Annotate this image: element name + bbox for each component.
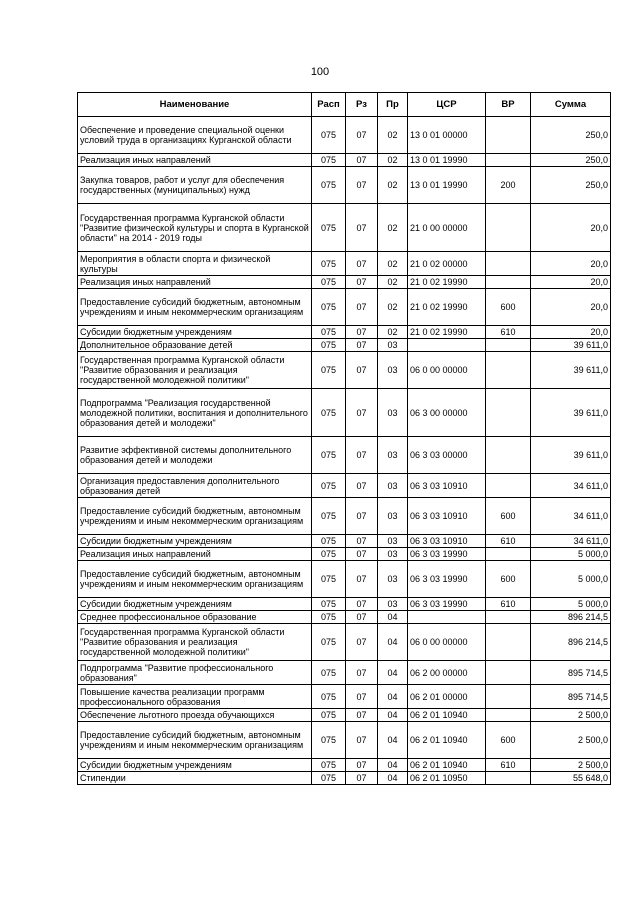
cell-rz: 07 (346, 474, 378, 498)
cell-pr: 03 (378, 598, 408, 611)
cell-csr: 06 3 03 10910 (408, 474, 486, 498)
cell-rasp: 075 (312, 611, 346, 624)
cell-rasp: 075 (312, 252, 346, 276)
table-row (78, 624, 611, 661)
cell-pr: 02 (378, 276, 408, 289)
cell-sum: 896 214,5 (531, 611, 611, 624)
cell-csr: 13 0 01 00000 (408, 117, 486, 154)
table-row (78, 276, 611, 289)
cell-name: Подпрограмма "Реализация государственной молодежной политики, воспитания и дополнительного образования детей и молодежи" (78, 389, 312, 437)
cell-rasp: 075 (312, 289, 346, 326)
cell-sum: 895 714,5 (531, 685, 611, 709)
cell-sum: 34 611,0 (531, 535, 611, 548)
table-row (78, 326, 611, 339)
cell-rz: 07 (346, 117, 378, 154)
cell-rz: 07 (346, 598, 378, 611)
table-row (78, 561, 611, 598)
cell-rz: 07 (346, 548, 378, 561)
cell-sum: 39 611,0 (531, 389, 611, 437)
cell-name: Мероприятия в области спорта и физической культуры (78, 252, 312, 276)
cell-csr: 06 2 01 10950 (408, 772, 486, 785)
cell-rz: 07 (346, 685, 378, 709)
cell-sum: 20,0 (531, 276, 611, 289)
header-pr: Пр (378, 93, 408, 117)
cell-pr: 02 (378, 117, 408, 154)
cell-pr: 04 (378, 772, 408, 785)
cell-rasp: 075 (312, 154, 346, 167)
table-row (78, 352, 611, 389)
cell-rz: 07 (346, 352, 378, 389)
cell-rasp: 075 (312, 167, 346, 204)
cell-rz: 07 (346, 498, 378, 535)
cell-rz: 07 (346, 252, 378, 276)
cell-vr (486, 389, 531, 437)
cell-vr (486, 772, 531, 785)
cell-rasp: 075 (312, 685, 346, 709)
cell-vr (486, 611, 531, 624)
cell-name: Субсидии бюджетным учреждениям (78, 326, 312, 339)
cell-sum: 2 500,0 (531, 722, 611, 759)
cell-pr: 04 (378, 624, 408, 661)
cell-vr (486, 339, 531, 352)
table-row (78, 289, 611, 326)
table-row (78, 339, 611, 352)
cell-name: Реализация иных направлений (78, 548, 312, 561)
budget-table (77, 92, 611, 785)
cell-rasp: 075 (312, 389, 346, 437)
table-row (78, 535, 611, 548)
cell-name: Предоставление субсидий бюджетным, автономным учреждениям и иным некоммерческим организациям (78, 289, 312, 326)
header-row (78, 93, 611, 117)
cell-csr: 06 3 03 10910 (408, 498, 486, 535)
cell-name: Субсидии бюджетным учреждениям (78, 535, 312, 548)
cell-csr (408, 339, 486, 352)
table-row (78, 437, 611, 474)
cell-csr: 06 2 01 10940 (408, 722, 486, 759)
table-row (78, 389, 611, 437)
cell-vr (486, 661, 531, 685)
cell-csr: 21 0 00 00000 (408, 204, 486, 252)
cell-name: Стипендии (78, 772, 312, 785)
cell-rz: 07 (346, 624, 378, 661)
cell-csr: 06 2 00 00000 (408, 661, 486, 685)
cell-rasp: 075 (312, 352, 346, 389)
cell-name: Предоставление субсидий бюджетным, автономным учреждениям и иным некоммерческим организациям (78, 722, 312, 759)
cell-sum: 5 000,0 (531, 548, 611, 561)
cell-sum: 5 000,0 (531, 598, 611, 611)
cell-rz: 07 (346, 326, 378, 339)
cell-pr: 04 (378, 611, 408, 624)
cell-rz: 07 (346, 154, 378, 167)
cell-vr: 610 (486, 535, 531, 548)
cell-pr: 02 (378, 204, 408, 252)
table-row (78, 474, 611, 498)
cell-csr: 06 3 03 00000 (408, 437, 486, 474)
cell-rasp: 075 (312, 561, 346, 598)
cell-pr: 02 (378, 289, 408, 326)
cell-csr: 06 3 03 19990 (408, 561, 486, 598)
cell-pr: 03 (378, 437, 408, 474)
cell-pr: 03 (378, 561, 408, 598)
table-row (78, 709, 611, 722)
cell-sum: 250,0 (531, 167, 611, 204)
cell-name: Государственная программа Курганской области "Развитие образования и реализация государственной молодежной политики" (78, 352, 312, 389)
table-row (78, 204, 611, 252)
header-vr: ВР (486, 93, 531, 117)
cell-vr (486, 252, 531, 276)
cell-name: Субсидии бюджетным учреждениям (78, 759, 312, 772)
cell-vr (486, 474, 531, 498)
cell-rasp: 075 (312, 204, 346, 252)
cell-rz: 07 (346, 759, 378, 772)
cell-vr: 600 (486, 289, 531, 326)
cell-pr: 04 (378, 759, 408, 772)
cell-name: Закупка товаров, работ и услуг для обеспечения государственных (муниципальных) нужд (78, 167, 312, 204)
header-rz: Рз (346, 93, 378, 117)
cell-rz: 07 (346, 339, 378, 352)
cell-sum: 895 714,5 (531, 661, 611, 685)
cell-name: Реализация иных направлений (78, 154, 312, 167)
cell-rasp: 075 (312, 709, 346, 722)
cell-pr: 02 (378, 167, 408, 204)
cell-rz: 07 (346, 772, 378, 785)
cell-vr (486, 548, 531, 561)
cell-pr: 02 (378, 252, 408, 276)
cell-sum: 2 500,0 (531, 709, 611, 722)
cell-vr: 600 (486, 498, 531, 535)
cell-sum: 39 611,0 (531, 339, 611, 352)
table-row (78, 598, 611, 611)
table-row (78, 498, 611, 535)
cell-rasp: 075 (312, 624, 346, 661)
cell-rasp: 075 (312, 598, 346, 611)
cell-csr: 21 0 02 00000 (408, 252, 486, 276)
cell-csr: 13 0 01 19990 (408, 154, 486, 167)
cell-name: Обеспечение льготного проезда обучающихся (78, 709, 312, 722)
cell-pr: 04 (378, 661, 408, 685)
cell-rz: 07 (346, 167, 378, 204)
cell-sum: 34 611,0 (531, 474, 611, 498)
header-rasp: Расп (312, 93, 346, 117)
cell-sum: 5 000,0 (531, 561, 611, 598)
cell-vr: 200 (486, 167, 531, 204)
cell-pr: 03 (378, 498, 408, 535)
cell-sum: 39 611,0 (531, 352, 611, 389)
cell-pr: 03 (378, 352, 408, 389)
cell-vr (486, 709, 531, 722)
cell-vr (486, 154, 531, 167)
table-row (78, 722, 611, 759)
cell-rz: 07 (346, 535, 378, 548)
cell-rasp: 075 (312, 759, 346, 772)
page-number: 100 (310, 66, 330, 78)
table-row (78, 759, 611, 772)
cell-csr: 06 3 03 19990 (408, 548, 486, 561)
cell-rz: 07 (346, 389, 378, 437)
cell-pr: 03 (378, 535, 408, 548)
cell-name: Предоставление субсидий бюджетным, автономным учреждениям и иным некоммерческим организациям (78, 498, 312, 535)
cell-pr: 04 (378, 722, 408, 759)
table-row (78, 772, 611, 785)
cell-pr: 04 (378, 709, 408, 722)
table-row (78, 167, 611, 204)
cell-rz: 07 (346, 561, 378, 598)
cell-name: Дополнительное образование детей (78, 339, 312, 352)
cell-csr: 06 2 01 10940 (408, 759, 486, 772)
cell-vr (486, 204, 531, 252)
cell-rz: 07 (346, 709, 378, 722)
cell-pr: 03 (378, 474, 408, 498)
cell-sum: 20,0 (531, 204, 611, 252)
cell-csr: 06 0 00 00000 (408, 352, 486, 389)
cell-sum: 39 611,0 (531, 437, 611, 474)
cell-csr: 21 0 02 19990 (408, 326, 486, 339)
header-sum: Сумма (531, 93, 611, 117)
cell-sum: 250,0 (531, 154, 611, 167)
cell-csr: 06 2 01 10940 (408, 709, 486, 722)
cell-csr: 21 0 02 19990 (408, 289, 486, 326)
cell-rasp: 075 (312, 117, 346, 154)
cell-name: Реализация иных направлений (78, 276, 312, 289)
cell-name: Организация предоставления дополнительного образования детей (78, 474, 312, 498)
cell-vr: 600 (486, 561, 531, 598)
cell-csr (408, 611, 486, 624)
cell-vr (486, 685, 531, 709)
cell-pr: 02 (378, 154, 408, 167)
cell-csr: 13 0 01 19990 (408, 167, 486, 204)
cell-rasp: 075 (312, 474, 346, 498)
cell-pr: 03 (378, 339, 408, 352)
cell-sum: 20,0 (531, 289, 611, 326)
cell-rasp: 075 (312, 339, 346, 352)
cell-pr: 02 (378, 326, 408, 339)
cell-rasp: 075 (312, 661, 346, 685)
table-row (78, 611, 611, 624)
cell-rasp: 075 (312, 437, 346, 474)
cell-vr: 610 (486, 326, 531, 339)
cell-rasp: 075 (312, 535, 346, 548)
table-body (78, 117, 611, 785)
cell-csr: 06 3 00 00000 (408, 389, 486, 437)
cell-sum: 2 500,0 (531, 759, 611, 772)
cell-sum: 55 648,0 (531, 772, 611, 785)
table-row (78, 548, 611, 561)
cell-name: Обеспечение и проведение специальной оценки условий труда в организациях Курганской области (78, 117, 312, 154)
cell-sum: 34 611,0 (531, 498, 611, 535)
cell-name: Государственная программа Курганской области "Развитие физической культуры и спорта в Курганской области" на 2014 - 2019 годы (78, 204, 312, 252)
cell-name: Подпрограмма "Развитие профессионального образования" (78, 661, 312, 685)
cell-sum: 20,0 (531, 326, 611, 339)
cell-rz: 07 (346, 204, 378, 252)
cell-rz: 07 (346, 661, 378, 685)
cell-vr (486, 624, 531, 661)
cell-name: Повышение качества реализации программ профессионального образования (78, 685, 312, 709)
cell-name: Государственная программа Курганской области "Развитие образования и реализация государственной молодежной политики" (78, 624, 312, 661)
table-row (78, 661, 611, 685)
cell-name: Среднее профессиональное образование (78, 611, 312, 624)
cell-vr (486, 117, 531, 154)
table-row (78, 685, 611, 709)
cell-sum: 250,0 (531, 117, 611, 154)
cell-sum: 20,0 (531, 252, 611, 276)
table-row (78, 154, 611, 167)
cell-vr (486, 276, 531, 289)
cell-rasp: 075 (312, 498, 346, 535)
cell-name: Развитие эффективной системы дополнительного образования детей и молодежи (78, 437, 312, 474)
cell-rz: 07 (346, 289, 378, 326)
cell-pr: 03 (378, 389, 408, 437)
cell-rz: 07 (346, 437, 378, 474)
cell-vr: 600 (486, 722, 531, 759)
cell-rasp: 075 (312, 548, 346, 561)
table-row (78, 252, 611, 276)
cell-rz: 07 (346, 611, 378, 624)
cell-name: Предоставление субсидий бюджетным, автономным учреждениям и иным некоммерческим организациям (78, 561, 312, 598)
cell-pr: 04 (378, 685, 408, 709)
header-name: Наименование (78, 93, 312, 117)
table-row (78, 117, 611, 154)
cell-rasp: 075 (312, 772, 346, 785)
cell-csr: 06 2 01 00000 (408, 685, 486, 709)
header-csr: ЦСР (408, 93, 486, 117)
cell-vr: 610 (486, 598, 531, 611)
cell-rasp: 075 (312, 722, 346, 759)
cell-pr: 03 (378, 548, 408, 561)
cell-csr: 06 0 00 00000 (408, 624, 486, 661)
cell-rz: 07 (346, 722, 378, 759)
cell-vr (486, 437, 531, 474)
cell-name: Субсидии бюджетным учреждениям (78, 598, 312, 611)
cell-vr (486, 352, 531, 389)
cell-csr: 06 3 03 19990 (408, 598, 486, 611)
cell-rasp: 075 (312, 326, 346, 339)
cell-csr: 21 0 02 19990 (408, 276, 486, 289)
cell-rz: 07 (346, 276, 378, 289)
cell-rasp: 075 (312, 276, 346, 289)
cell-csr: 06 3 03 10910 (408, 535, 486, 548)
cell-vr: 610 (486, 759, 531, 772)
cell-sum: 896 214,5 (531, 624, 611, 661)
